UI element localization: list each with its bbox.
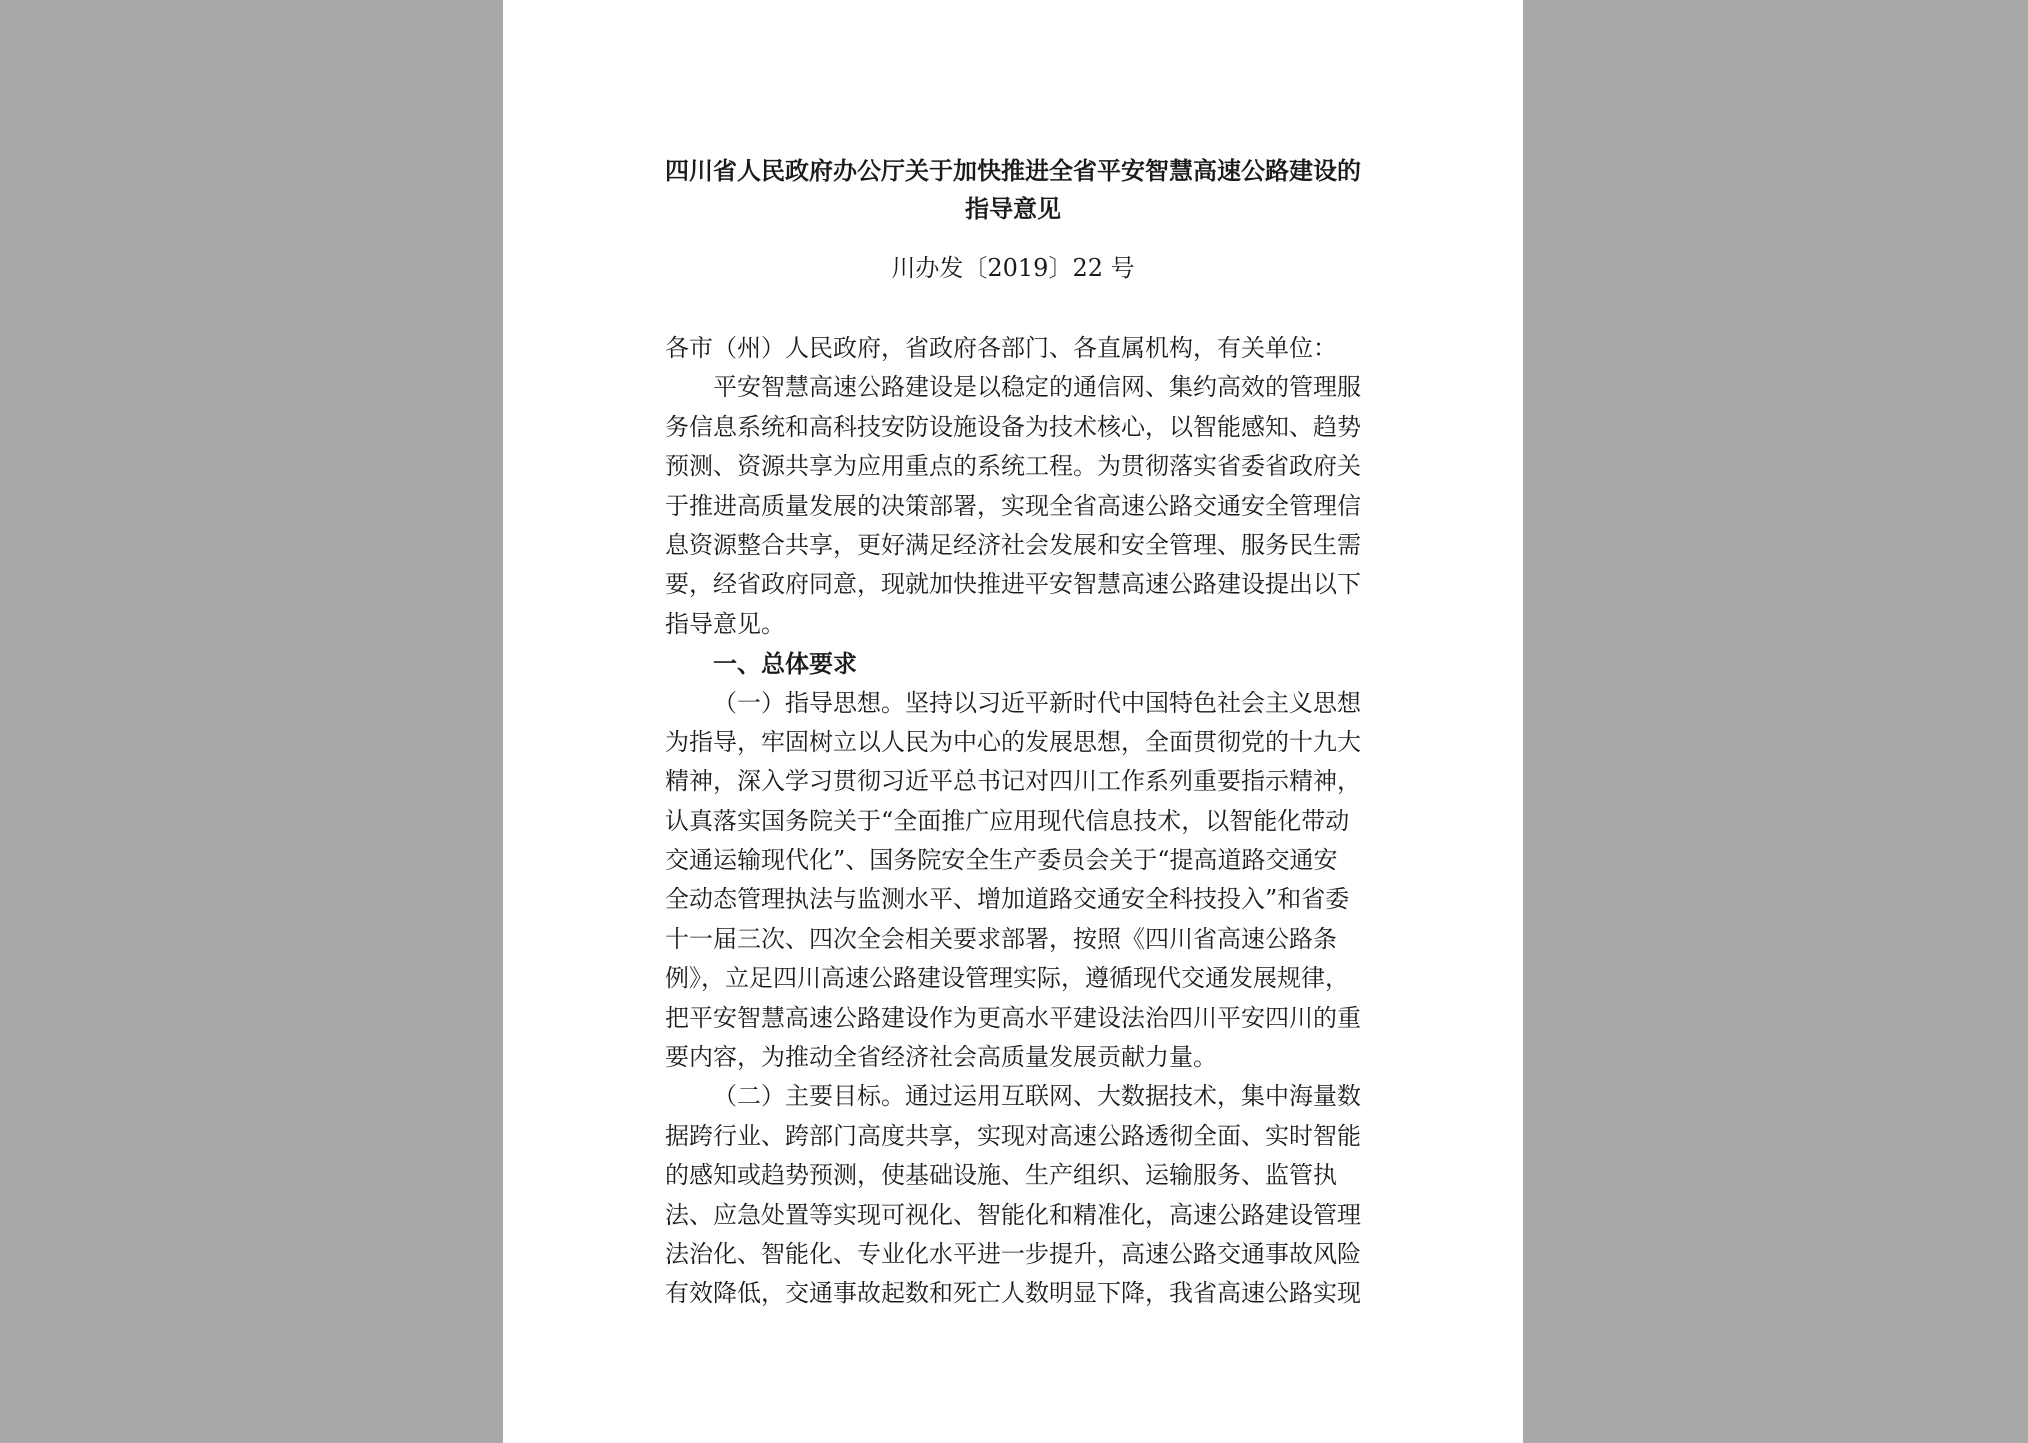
paragraph-line: 息资源整合共享，更好满足经济社会发展和安全管理、服务民生需 — [665, 530, 1361, 559]
document-number: 川办发〔2019〕22 号 — [891, 254, 1135, 282]
paragraph-line: 平安智慧高速公路建设是以稳定的通信网、集约高效的管理服 — [713, 373, 1361, 402]
section-heading: 一、总体要求 — [713, 649, 857, 679]
paragraph-line: 十一届三次、四次全会相关要求部署，按照《四川省高速公路条 — [665, 924, 1337, 953]
paragraph-line: 要，经省政府同意，现就加快推进平安智慧高速公路建设提出以下 — [665, 570, 1361, 599]
paragraph-line: 法治化、智能化、专业化水平进一步提升，高速公路交通事故风险 — [665, 1239, 1361, 1268]
paragraph-line: （二）主要目标。通过运用互联网、大数据技术，集中海量数 — [713, 1082, 1361, 1111]
title-line-1: 四川省人民政府办公厅关于加快推进全省平安智慧高速公路建设的 — [665, 156, 1361, 185]
paragraph-line: 预测、资源共享为应用重点的系统工程。为贯彻落实省委省政府关 — [665, 452, 1361, 481]
paragraph-line: 的感知或趋势预测，使基础设施、生产组织、运输服务、监管执 — [665, 1161, 1337, 1190]
paragraph-line: 指导意见。 — [665, 609, 785, 638]
document-page — [503, 0, 1523, 1443]
paragraph-line: 有效降低，交通事故起数和死亡人数明显下降，我省高速公路实现 — [665, 1279, 1361, 1308]
paragraph-line: 法、应急处置等实现可视化、智能化和精准化，高速公路建设管理 — [665, 1200, 1361, 1229]
paragraph-line: 全动态管理执法与监测水平、增加道路交通安全科技投入”和省委 — [665, 885, 1350, 914]
document-title — [503, 152, 1523, 228]
paragraph-line: 于推进高质量发展的决策部署，实现全省高速公路交通安全管理信 — [665, 491, 1361, 520]
paragraph-line: 要内容，为推动全省经济社会高质量发展贡献力量。 — [665, 1043, 1217, 1072]
paragraph-line: 精神，深入学习贯彻习近平总书记对四川工作系列重要指示精神， — [665, 767, 1361, 796]
paragraph-line: 把平安智慧高速公路建设作为更高水平建设法治四川平安四川的重 — [665, 1003, 1361, 1032]
paragraph-line: 交通运输现代化”、国务院安全生产委员会关于“提高道路交通安 — [665, 846, 1338, 875]
document-body — [665, 329, 1385, 1314]
paragraph-line: 认真落实国务院关于“全面推广应用现代信息技术，以智能化带动 — [665, 806, 1350, 835]
paragraph-line: （一）指导思想。坚持以习近平新时代中国特色社会主义思想 — [713, 688, 1361, 717]
salutation: 各市（州）人民政府，省政府各部门、各直属机构，有关单位： — [665, 334, 1337, 362]
paragraph-line: 据跨行业、跨部门高度共享，实现对高速公路透彻全面、实时智能 — [665, 1121, 1361, 1150]
title-line-2: 指导意见 — [965, 194, 1061, 223]
paragraph-line: 例》，立足四川高速公路建设管理实际，遵循现代交通发展规律， — [665, 964, 1349, 993]
paragraph-line: 务信息系统和高科技安防设施设备为技术核心，以智能感知、趋势 — [665, 412, 1361, 441]
paragraph-line: 为指导，牢固树立以人民为中心的发展思想，全面贯彻党的十九大 — [665, 727, 1361, 756]
